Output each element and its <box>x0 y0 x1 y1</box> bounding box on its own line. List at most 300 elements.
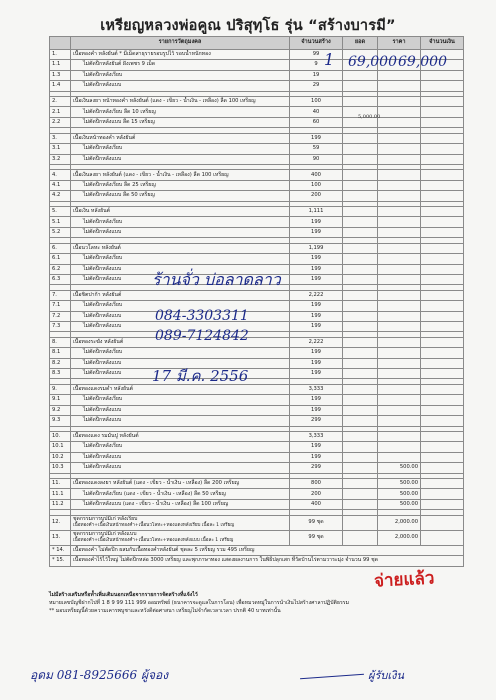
cell-item: ไม่ตัดปีกหลังเรียบ <box>71 442 290 452</box>
cell-qty: 1,199 <box>290 243 343 253</box>
cell-order <box>343 416 378 426</box>
cell-amount <box>421 384 464 394</box>
item-description: เนื้อทองคำ+เนื้อเงินหน้าทองคำ+เนื้อนวโลหะ+ทองแดงหลังแบบ เนื้อละ 1 เหรียญ <box>73 537 234 543</box>
cell-amount <box>421 180 464 190</box>
cell-no: 9.3 <box>50 416 71 426</box>
cell-amount <box>421 107 464 117</box>
cell-order <box>343 274 378 284</box>
cell-price: 2,000.00 <box>378 515 421 530</box>
cell-amount <box>421 489 464 499</box>
cell-no: 7. <box>50 290 71 300</box>
cell-no: 13. <box>50 530 71 545</box>
handwritten-under-price: 5,000.00 <box>358 114 381 120</box>
cell-order <box>343 479 378 489</box>
cell-amount <box>421 369 464 379</box>
cell-note: เนื้อทองคำ ไม่ตัดปีก ผสมกับเนื้อทองคำหลังยันต์ ชุดละ 5 เหรียญ รวม 495 เหรียญ <box>71 545 464 555</box>
cell-amount <box>421 463 464 473</box>
table-row <box>50 384 464 394</box>
cell-price: 500.00 <box>378 489 421 499</box>
table-row <box>50 348 464 358</box>
cell-item: ไม่ตัดปีกหลังเรียบ <box>71 254 290 264</box>
cell-qty: 800 <box>290 479 343 489</box>
table-header-row <box>50 37 464 50</box>
cell-qty: 90 <box>290 154 343 164</box>
table-row <box>50 369 464 379</box>
handwritten-date: 17 มี.ค. 2556 <box>152 367 249 385</box>
cell-qty: 199 <box>290 274 343 284</box>
cell-amount <box>421 264 464 274</box>
col-header-price: ราคา <box>378 37 421 50</box>
cell-qty: 100 <box>290 97 343 107</box>
cell-qty: 200 <box>290 489 343 499</box>
cell-no: 9.2 <box>50 405 71 415</box>
cell-amount <box>421 321 464 331</box>
cell-amount <box>421 530 464 545</box>
cell-price <box>378 301 421 311</box>
page-title: เหรียญหลวงพ่อคูณ ปริสุทฺโธ รุ่น “สร้างบารมี” <box>100 18 396 34</box>
cell-qty: 2,222 <box>290 290 343 300</box>
cell-price: 500.00 <box>378 463 421 473</box>
cell-no: 6.2 <box>50 264 71 274</box>
handwritten-price: 69,000 <box>348 54 397 70</box>
cell-amount <box>421 144 464 154</box>
cell-item: ไม่ตัดปีกหลังเรียบ <box>71 217 290 227</box>
signature-line <box>300 674 364 679</box>
table-row <box>50 358 464 368</box>
cell-qty: 19 <box>290 70 343 80</box>
cell-order <box>343 405 378 415</box>
cell-item: เนื้อเงินหน้าทองคำ หลังยันต์ <box>71 133 290 143</box>
cell-qty: 59 <box>290 144 343 154</box>
cell-item: ไม่ตัดปีกหลังแบบ <box>71 321 290 331</box>
cell-price <box>378 70 421 80</box>
cell-qty: 99 ชุด <box>290 515 343 530</box>
cell-item: ไม่ตัดปีกหลังยันต์ ฝังเพชร 9 เม็ด <box>71 60 290 70</box>
table-row <box>50 107 464 117</box>
cell-price <box>378 405 421 415</box>
cell-order <box>343 384 378 394</box>
cell-price <box>378 191 421 201</box>
cell-qty: 29 <box>290 81 343 91</box>
table-row <box>50 97 464 107</box>
table-row <box>50 499 464 509</box>
cell-qty: 40 <box>290 107 343 117</box>
signature-text: ผู้รับเงิน <box>368 669 404 682</box>
cell-order <box>343 70 378 80</box>
cell-price <box>378 274 421 284</box>
cell-no: 2.2 <box>50 117 71 127</box>
cell-no: 1. <box>50 50 71 60</box>
cell-no: 10. <box>50 432 71 442</box>
cell-no: 9.1 <box>50 395 71 405</box>
cell-amount <box>421 452 464 462</box>
cell-order <box>343 290 378 300</box>
cell-order <box>343 154 378 164</box>
cell-no: 5.1 <box>50 217 71 227</box>
cell-qty: 199 <box>290 395 343 405</box>
table-row <box>50 556 464 566</box>
cell-price <box>378 81 421 91</box>
cell-no: 5. <box>50 207 71 217</box>
cell-price: 500.00 <box>378 479 421 489</box>
cell-order <box>343 133 378 143</box>
cell-item: เนื้อนวโลหะ หลังยันต์ <box>71 243 290 253</box>
cell-price <box>378 337 421 347</box>
cell-amount <box>421 348 464 358</box>
cell-price <box>378 264 421 274</box>
cell-qty: 199 <box>290 254 343 264</box>
cell-no: 11. <box>50 479 71 489</box>
cell-order <box>343 452 378 462</box>
cell-qty: 199 <box>290 321 343 331</box>
col-header-qty: จำนวนสร้าง <box>290 37 343 50</box>
cell-order <box>343 97 378 107</box>
cell-item: เนื้อทองระฆัง หลังยันต์ <box>71 337 290 347</box>
table-row <box>50 515 464 530</box>
cell-price <box>378 290 421 300</box>
cell-amount <box>421 395 464 405</box>
cell-no: 10.3 <box>50 463 71 473</box>
cell-order <box>343 530 378 545</box>
cell-no: 1.1 <box>50 60 71 70</box>
cell-order <box>343 227 378 237</box>
table-row <box>50 217 464 227</box>
col-header-item: รายการวัตถุมงคล <box>71 37 290 50</box>
cell-price <box>378 97 421 107</box>
handwritten-order-qty: 1 <box>324 50 335 69</box>
cell-qty: 199 <box>290 217 343 227</box>
note-line: ไม่มีสร้างเสริมหรือท้ำเพิ่มเติมนอกเหนือจากรายการจัดสร้างที่แจ้งไว้ <box>49 592 198 598</box>
notes-section <box>49 592 449 615</box>
cell-item: ไม่ตัดปีกหลังแบบ ลืด 50 เหรียญ <box>71 191 290 201</box>
cell-qty: 400 <box>290 499 343 509</box>
cell-qty: 199 <box>290 369 343 379</box>
cell-order <box>343 337 378 347</box>
cell-price <box>378 321 421 331</box>
cell-no: 10.2 <box>50 452 71 462</box>
cell-no: 2. <box>50 97 71 107</box>
cell-qty: 199 <box>290 311 343 321</box>
cell-amount <box>421 70 464 80</box>
cell-qty: 199 <box>290 358 343 368</box>
cell-item: ไม่ตัดปีกหลังเรียบ <box>71 395 290 405</box>
cell-order <box>343 311 378 321</box>
cell-item: ไม่ตัดปีกหลังแบบ <box>71 274 290 284</box>
cell-qty: 1,111 <box>290 207 343 217</box>
cell-order <box>343 499 378 509</box>
cell-qty: 99 ชุด <box>290 530 343 545</box>
cell-qty: 200 <box>290 191 343 201</box>
cell-amount <box>421 290 464 300</box>
note-line: ** มอบเหรียญนี้ด้วยความเคารพบูชาและหวังดีต่อศาสนา เหรียญไม่จำกัดเวลาเวลา ปรกติ 40 บาทเท่านั้น <box>49 607 281 614</box>
cell-amount <box>421 133 464 143</box>
cell-price <box>378 254 421 264</box>
cell-amount <box>421 254 464 264</box>
cell-amount <box>421 154 464 164</box>
cell-price <box>378 348 421 358</box>
table-row <box>50 301 464 311</box>
cell-price <box>378 207 421 217</box>
cell-qty: 199 <box>290 227 343 237</box>
cell-no: 6.1 <box>50 254 71 264</box>
cell-amount <box>421 274 464 284</box>
cell-item <box>71 530 290 545</box>
table-row <box>50 133 464 143</box>
cell-no: 1.3 <box>50 70 71 80</box>
table-row <box>50 81 464 91</box>
cell-item: ไม่ตัดปีกหลังแบบ <box>71 311 290 321</box>
table-row <box>50 254 464 264</box>
cell-order <box>343 301 378 311</box>
cell-item: ไม่ตัดปีกหลังเรียบ ลืด 10 เหรียญ <box>71 107 290 117</box>
table-row <box>50 416 464 426</box>
cell-amount <box>421 97 464 107</box>
cell-no: 6. <box>50 243 71 253</box>
cell-no: 8.1 <box>50 348 71 358</box>
cell-item: ไม่ตัดปีกหลังแบบ (แดง - เขียว - น้ำเงิน - เหลือง) ลืด 100 เหรียญ <box>71 499 290 509</box>
cell-item <box>71 515 290 530</box>
cell-order <box>343 254 378 264</box>
table-row <box>50 452 464 462</box>
cell-price <box>378 154 421 164</box>
cell-order <box>343 170 378 180</box>
table-row <box>50 70 464 80</box>
cell-item: เนื้อเงินลงยา หน้าทองคำ หลังยันต์ (แดง - เขียว - น้ำเงิน - เหลือง) ลืด 100 เหรียญ <box>71 97 290 107</box>
cell-price <box>378 107 421 117</box>
cell-price <box>378 144 421 154</box>
cell-order <box>343 207 378 217</box>
cell-item: ไม่ตัดปีกหลังแบบ <box>71 81 290 91</box>
cell-price <box>378 416 421 426</box>
table-row <box>50 545 464 555</box>
cell-no: 5.2 <box>50 227 71 237</box>
table-row <box>50 442 464 452</box>
table-row <box>50 463 464 473</box>
cell-no: 1.4 <box>50 81 71 91</box>
cell-item: ไม่ตัดปีกหลังแบบ <box>71 227 290 237</box>
cell-amount <box>421 432 464 442</box>
col-header-amount: จำนวนเงิน <box>421 37 464 50</box>
cell-item: เนื้อเงิน หลังยันต์ <box>71 207 290 217</box>
table-row <box>50 530 464 545</box>
cell-order <box>343 217 378 227</box>
cell-no: 11.1 <box>50 489 71 499</box>
table-row <box>50 227 464 237</box>
cell-qty: 199 <box>290 133 343 143</box>
cell-amount <box>421 191 464 201</box>
table-row <box>50 489 464 499</box>
cell-order <box>343 395 378 405</box>
order-table <box>49 36 464 567</box>
cell-item: ไม่ตัดปีกหลังเรียบ <box>71 348 290 358</box>
cell-item: เนื้อทองแดง รมมันปู หลังยันต์ <box>71 432 290 442</box>
cell-order <box>343 463 378 473</box>
cell-order <box>343 144 378 154</box>
cell-qty: 100 <box>290 180 343 190</box>
cell-item: ไม่ตัดปีกหลังแบบ <box>71 154 290 164</box>
cell-no: 3.1 <box>50 144 71 154</box>
note-line: หมายเลขบัญชีฝากไปที่ 1 8 9 99 111 999 ออมทรัพย์ (ธนาคารจะดูแลในการโอน) เพื่อหมวดหมู่ในการนำเงินไปสร้างศาลาปฏิบัติธรรม <box>49 599 350 606</box>
table-row <box>50 405 464 415</box>
cell-price <box>378 311 421 321</box>
cell-amount <box>421 217 464 227</box>
cell-item: ไม่ตัดปีกหลังแบบ <box>71 416 290 426</box>
cell-price <box>378 358 421 368</box>
item-title: ชุดกรรมการบูปมีเก่ หลังแบบ <box>73 531 137 538</box>
table-body <box>50 50 464 567</box>
table-row <box>50 479 464 489</box>
cell-price <box>378 180 421 190</box>
cell-amount <box>421 405 464 415</box>
cell-qty: 60 <box>290 117 343 127</box>
cell-no: 3.2 <box>50 154 71 164</box>
table-row <box>50 311 464 321</box>
cell-no: 12. <box>50 515 71 530</box>
cell-item: ไม่ตัดปีกหลังเรียบ <box>71 144 290 154</box>
cell-item: ไม่ตัดปีกหลังเรียบ (แดง - เขียว - น้ำเงิน - เหลือง) ลืด 50 เหรียญ <box>71 489 290 499</box>
cell-order <box>343 191 378 201</box>
cell-item: เนื้อทองแดงรมดำ หลังยันต์ <box>71 384 290 394</box>
cell-order <box>343 489 378 499</box>
cell-item: เนื้อเงินลงยา หลังยันต์ (แดง - เขียว - น้ำเงิน - เหลือง) ลืด 100 เหรียญ <box>71 170 290 180</box>
cell-amount <box>421 170 464 180</box>
table-row <box>50 337 464 347</box>
cell-qty: 9 <box>290 60 343 70</box>
cell-order <box>343 369 378 379</box>
cell-amount <box>421 416 464 426</box>
cell-price <box>378 452 421 462</box>
table-row <box>50 395 464 405</box>
cell-price <box>378 117 421 127</box>
cell-item: ไม่ตัดปีกหลังเรียบ <box>71 301 290 311</box>
col-header-order: ยอด <box>343 37 378 50</box>
cell-no: 3. <box>50 133 71 143</box>
cell-no: 6.3 <box>50 274 71 284</box>
table-row <box>50 191 464 201</box>
cell-order <box>343 348 378 358</box>
cell-item: ไม่ตัดปีกหลังแบบ <box>71 369 290 379</box>
cell-item: ไม่ตัดปีกหลังแบบ ลืด 15 เหรียญ <box>71 117 290 127</box>
cell-qty: 299 <box>290 416 343 426</box>
cell-no: 8.2 <box>50 358 71 368</box>
paid-stamp: จ่ายแล้ว <box>373 568 435 592</box>
cell-price: 500.00 <box>378 499 421 509</box>
table-row <box>50 321 464 331</box>
cell-note: เนื้อทองคำไร้ไว้ใหญ่ ไม่ตัดปีกหล่อ 3000 เหรียญ และพุกภาษาทอง แสดงผลงานการ ในพิธีปลุกเสก ที่วัดบ้านไร่ตามวาระมุ่ง จำนวน 99 ชุด <box>71 556 464 566</box>
cell-amount <box>421 358 464 368</box>
table-row <box>50 154 464 164</box>
cell-item: ไม่ตัดปีกหลังแบบ <box>71 264 290 274</box>
cell-order <box>343 180 378 190</box>
table-row <box>50 117 464 127</box>
cell-item: ไม่ตัดปีกหลังแบบ <box>71 405 290 415</box>
cell-no: 7.3 <box>50 321 71 331</box>
cell-qty: 99 <box>290 50 343 60</box>
cell-price: 2,000.00 <box>378 530 421 545</box>
cell-amount <box>421 207 464 217</box>
cell-no: 8. <box>50 337 71 347</box>
cell-price <box>378 133 421 143</box>
cell-no: 7.2 <box>50 311 71 321</box>
cell-no: 9. <box>50 384 71 394</box>
cell-no: 7.1 <box>50 301 71 311</box>
cell-amount <box>421 81 464 91</box>
cell-price <box>378 170 421 180</box>
cell-amount <box>421 117 464 127</box>
item-title: ชุดกรรมการบูปมีเก่ หลังเรียบ <box>73 516 138 523</box>
table-row <box>50 432 464 442</box>
cell-order <box>343 442 378 452</box>
cell-no: 4.2 <box>50 191 71 201</box>
cell-no: 8.3 <box>50 369 71 379</box>
cell-item: ไม่ตัดปีกหลังเรียบ <box>71 70 290 80</box>
handwritten-phone-1: 084-3303311 <box>155 308 249 324</box>
item-description: เนื้อทองคำ+เนื้อเงินหน้าทองคำ+เนื้อนวโลหะ+ทองแดงหลังเรียบ เนื้อละ 1 เหรียญ <box>73 522 235 528</box>
cell-qty: 199 <box>290 452 343 462</box>
handwritten-footer: อุดม 081-8925666 ผู้จอง <box>30 668 169 682</box>
handwritten-phone-2: 089-7124842 <box>155 328 249 344</box>
table-row <box>50 243 464 253</box>
cell-price <box>378 442 421 452</box>
cell-price <box>378 369 421 379</box>
cell-item: ไม่ตัดปีกหลังแบบ <box>71 452 290 462</box>
cell-amount <box>421 337 464 347</box>
cell-price <box>378 243 421 253</box>
table-row <box>50 180 464 190</box>
cell-qty: 199 <box>290 405 343 415</box>
cell-no: 4. <box>50 170 71 180</box>
cell-amount <box>421 227 464 237</box>
cell-qty: 3,333 <box>290 384 343 394</box>
cell-price <box>378 227 421 237</box>
cell-qty: 299 <box>290 463 343 473</box>
cell-price <box>378 217 421 227</box>
cell-qty: 199 <box>290 264 343 274</box>
cell-price <box>378 432 421 442</box>
table-row <box>50 207 464 217</box>
handwritten-shop-name: ร้านจั่ว บ่อลาดลาว <box>152 270 281 289</box>
cell-no: 4.1 <box>50 180 71 190</box>
cell-no: 11.2 <box>50 499 71 509</box>
cell-qty: 199 <box>290 301 343 311</box>
cell-no: 10.1 <box>50 442 71 452</box>
cell-amount <box>421 243 464 253</box>
cell-item: เนื้อชิตปาก้า หลังยันต์ <box>71 290 290 300</box>
table-row <box>50 144 464 154</box>
table-row <box>50 170 464 180</box>
col-header-no <box>50 37 71 50</box>
cell-order <box>343 432 378 442</box>
cell-item: ไม่ตัดปีกหลังแบบ <box>71 358 290 368</box>
cell-order <box>343 515 378 530</box>
cell-amount <box>421 301 464 311</box>
cell-item: เนื้อทองคำ หลังยันต์ * มีเม็ดสาธุรายรอบรูปไว้ รอบน้ำหนักทอง <box>71 50 290 60</box>
cell-order <box>343 358 378 368</box>
cell-price <box>378 395 421 405</box>
cell-amount <box>421 499 464 509</box>
handwritten-amount: 69,000 <box>398 54 447 70</box>
cell-order <box>343 264 378 274</box>
cell-amount <box>421 311 464 321</box>
cell-price <box>378 384 421 394</box>
cell-no: 2.1 <box>50 107 71 117</box>
cell-item: เนื้อทองแดงลงยา หลังยันต์ (แดง - เขียว - น้ำเงิน - เหลือง) ลืด 200 เหรียญ <box>71 479 290 489</box>
cell-amount <box>421 442 464 452</box>
cell-qty: 199 <box>290 348 343 358</box>
cell-qty: 2,222 <box>290 337 343 347</box>
cell-item: ไม่ตัดปีกหลังเรียบ ลืด 25 เหรียญ <box>71 180 290 190</box>
cell-order <box>343 81 378 91</box>
